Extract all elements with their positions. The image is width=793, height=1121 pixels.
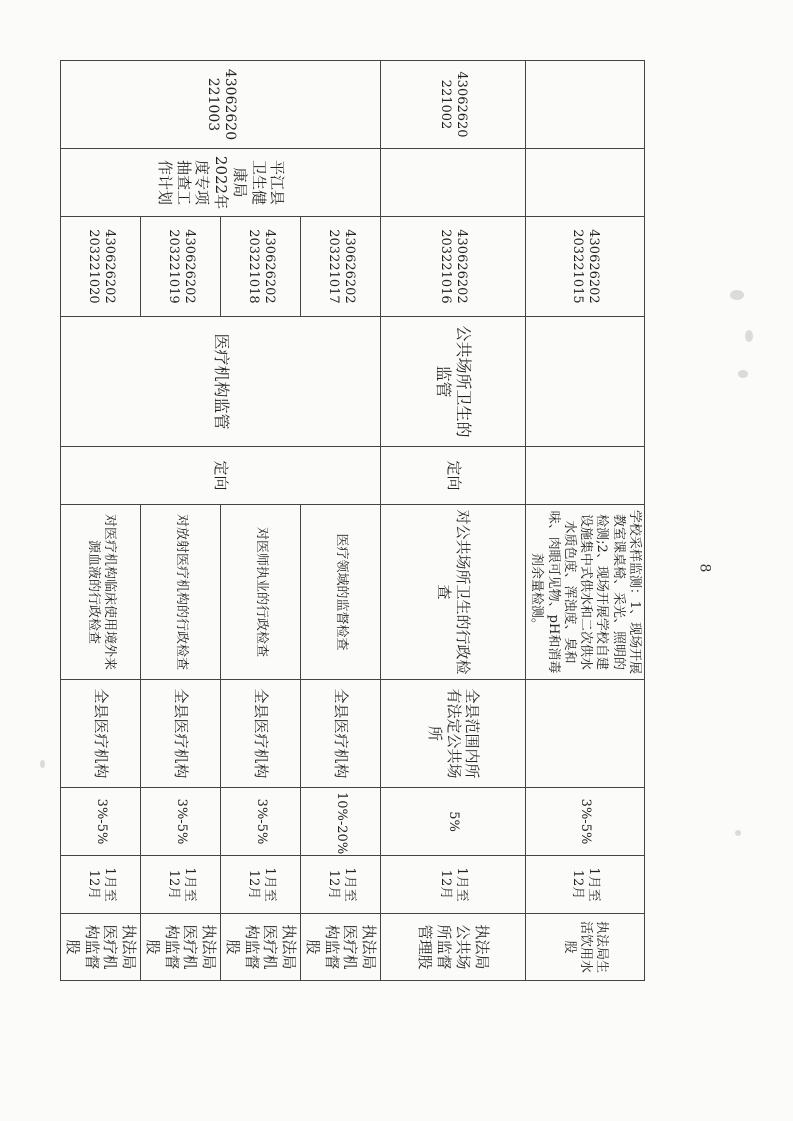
ratio-cell: 3%-5% <box>141 788 221 856</box>
time-cell: 1月至 12月 <box>141 856 221 914</box>
target-cell: 全县医疗机构 <box>301 680 381 788</box>
plan-name-cell <box>526 149 645 217</box>
item-id-cell: 430626202 203221015 <box>526 217 645 317</box>
item-name-cell: 医疗机构监管 <box>61 317 381 447</box>
time-cell: 1月至 12月 <box>61 856 141 914</box>
target-cell <box>526 680 645 788</box>
plan-name-cell <box>381 149 526 217</box>
dept-cell: 执法局医疗机构监督股 <box>141 914 221 981</box>
dept-cell: 执法局医疗机构监督股 <box>301 914 381 981</box>
scan-speck <box>735 830 741 836</box>
table-row <box>301 61 381 981</box>
content-cell: 对公共场所卫生的行政检查 <box>381 505 526 680</box>
ratio-cell: 3%-5% <box>221 788 301 856</box>
scan-speck <box>40 760 45 768</box>
time-cell: 1月至12月 <box>526 856 645 914</box>
time-cell: 1月至 12月 <box>221 856 301 914</box>
plan-name-cell: 平江县卫生健康局2022年度专项抽查工作计划 <box>61 149 381 217</box>
plan-id-cell <box>526 61 645 149</box>
target-cell: 全县医疗机构 <box>221 680 301 788</box>
content-cell: 学校采样监测：1、现场开展教室课桌椅、采光、照明的检测;2、现场开展学校自建设施集中式供水和二次供水水质色度、浑浊度、臭和味、肉眼可见物、pH和消毒剂余量检测。 <box>526 505 645 680</box>
ratio-cell: 10%-20% <box>301 788 381 856</box>
target-cell: 全县医疗机构 <box>141 680 221 788</box>
content-cell: 医疗领域的监督检查 <box>301 505 381 680</box>
scan-speck <box>745 330 753 342</box>
item-id-cell: 430626202 203221016 <box>381 217 526 317</box>
item-name-cell <box>526 317 645 447</box>
dept-cell: 执法局生活饮用水股 <box>526 914 645 981</box>
item-id-cell: 430626202 203221018 <box>221 217 301 317</box>
content-cell: 对医师执业的行政检查 <box>221 505 301 680</box>
item-id-cell: 430626202 203221017 <box>301 217 381 317</box>
table-row <box>526 61 645 981</box>
item-id-cell: 430626202 203221019 <box>141 217 221 317</box>
scan-speck <box>730 290 744 300</box>
page-number: 8 <box>696 563 713 573</box>
time-cell: 1月至 12月 <box>381 856 526 914</box>
dept-cell: 执法局医疗机构监督股 <box>221 914 301 981</box>
item-id-cell: 430626202 203221020 <box>61 217 141 317</box>
table-rotation-wrapper <box>64 60 645 980</box>
time-cell: 1月至 12月 <box>301 856 381 914</box>
ratio-cell: 3%-5% <box>61 788 141 856</box>
inspection-plan-table <box>60 60 645 981</box>
type-cell: 定向 <box>61 447 381 505</box>
plan-id-cell: 43062620 221003 <box>61 61 381 149</box>
type-cell: 定向 <box>381 447 526 505</box>
dept-cell: 执法局公共场所监督管理股 <box>381 914 526 981</box>
item-name-cell: 公共场所卫生的监管 <box>381 317 526 447</box>
scan-speck <box>738 370 748 378</box>
content-cell: 对放射医疗机构的行政检查 <box>141 505 221 680</box>
ratio-cell: 5% <box>381 788 526 856</box>
rotated-table-area <box>64 60 645 980</box>
type-cell <box>526 447 645 505</box>
table-row <box>381 61 526 981</box>
content-cell: 对医疗机构临床使用境外来源血液的行政检查 <box>61 505 141 680</box>
target-cell: 全县范围内所有法定公共场所 <box>381 680 526 788</box>
target-cell: 全县医疗机构 <box>61 680 141 788</box>
plan-id-cell: 43062620 221002 <box>381 61 526 149</box>
ratio-cell: 3%-5% <box>526 788 645 856</box>
dept-cell: 执法局医疗机构监督股 <box>61 914 141 981</box>
